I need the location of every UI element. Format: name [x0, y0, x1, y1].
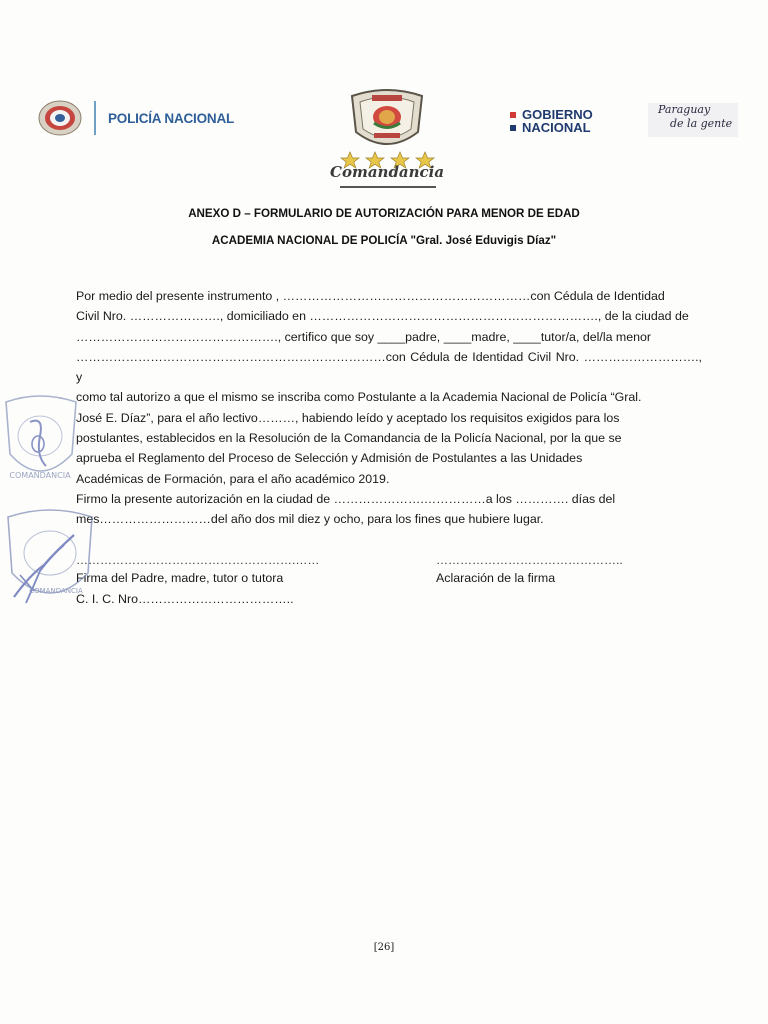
- comandancia-caption: Comandancia: [330, 163, 445, 181]
- slogan-line1: Paraguay: [658, 103, 711, 116]
- body-line: …………………………………………., certifico que soy ____padre, ____madre, ____tutor/a, del/la menor: [76, 329, 652, 344]
- body-line: Académicas de Formación, para el año académico 2019.: [76, 471, 390, 486]
- stamp-seal-icon: [0, 505, 100, 615]
- clarification-label: Aclaración de la firma: [436, 571, 556, 585]
- body-line: Civil Nro. …………………., domiciliado en ……………………………………………………………., de la ciudad de: [76, 309, 689, 324]
- document-subtitle: ACADEMIA NACIONAL DE POLICÍA "Gral. José Eduvigis Díaz": [211, 234, 557, 247]
- authorization-body: [76, 286, 702, 530]
- gobierno-nacional-logo: [510, 108, 593, 134]
- stamp-text: COMANDANCIA: [29, 587, 83, 595]
- police-logo-text: POLICÍA NACIONAL: [108, 110, 235, 126]
- body-line: Por medio del presente instrumento , ……………………………………………………con Cédula de Identidad: [76, 289, 665, 303]
- caption-underline: [340, 186, 436, 188]
- body-line: José E. Díaz”, para el año lectivo………, habiendo leído y aceptado los requisitos exigidos para los: [76, 410, 620, 425]
- body-line: …………………………………………………………………con Cédula de Identidad Civil Nro. ………………………., y: [76, 349, 702, 385]
- body-line: mes………………………del año dos mil diez y ocho, para los fines que hubiere lugar.: [76, 512, 544, 527]
- body-line: postulantes, establecidos en la Resolución de la Comandancia de la Policía Nacional, por la que se: [76, 431, 622, 446]
- signature-line: ……………………………………………….……: [76, 553, 320, 567]
- clarification-line: ………………………………………..: [436, 553, 623, 567]
- body-line: Firmo la presente autorización en la ciudad de ………………….……………a los …………. días del: [76, 491, 616, 506]
- slogan-line2: de la gente: [670, 117, 733, 130]
- policia-nacional-logo: [38, 100, 234, 136]
- signature-label: Firma del Padre, madre, tutor o tutora: [76, 571, 284, 585]
- paraguay-slogan: [648, 103, 738, 137]
- stamp-seal-icon: [0, 392, 82, 492]
- gov-line1: GOBIERNO: [522, 107, 593, 122]
- body-line: como tal autorizo a que el mismo se inscriba como Postulante a la Academia Nacional de Policía “Gral.: [76, 390, 642, 405]
- document-title: ANEXO D – FORMULARIO DE AUTORIZACIÓN PARA MENOR DE EDAD: [188, 207, 580, 220]
- cic-field: C. I. C. Nro………………………………..: [76, 592, 294, 606]
- body-line: aprueba el Reglamento del Proceso de Selección y Admisión de Postulantes a las Unidades: [76, 451, 583, 466]
- page-number: [26]: [373, 942, 395, 953]
- police-crest-icon: [346, 86, 428, 152]
- police-seal-icon: [38, 100, 82, 136]
- gov-line2: NACIONAL: [522, 120, 591, 135]
- stamp-text: COMANDANCIA: [9, 471, 71, 480]
